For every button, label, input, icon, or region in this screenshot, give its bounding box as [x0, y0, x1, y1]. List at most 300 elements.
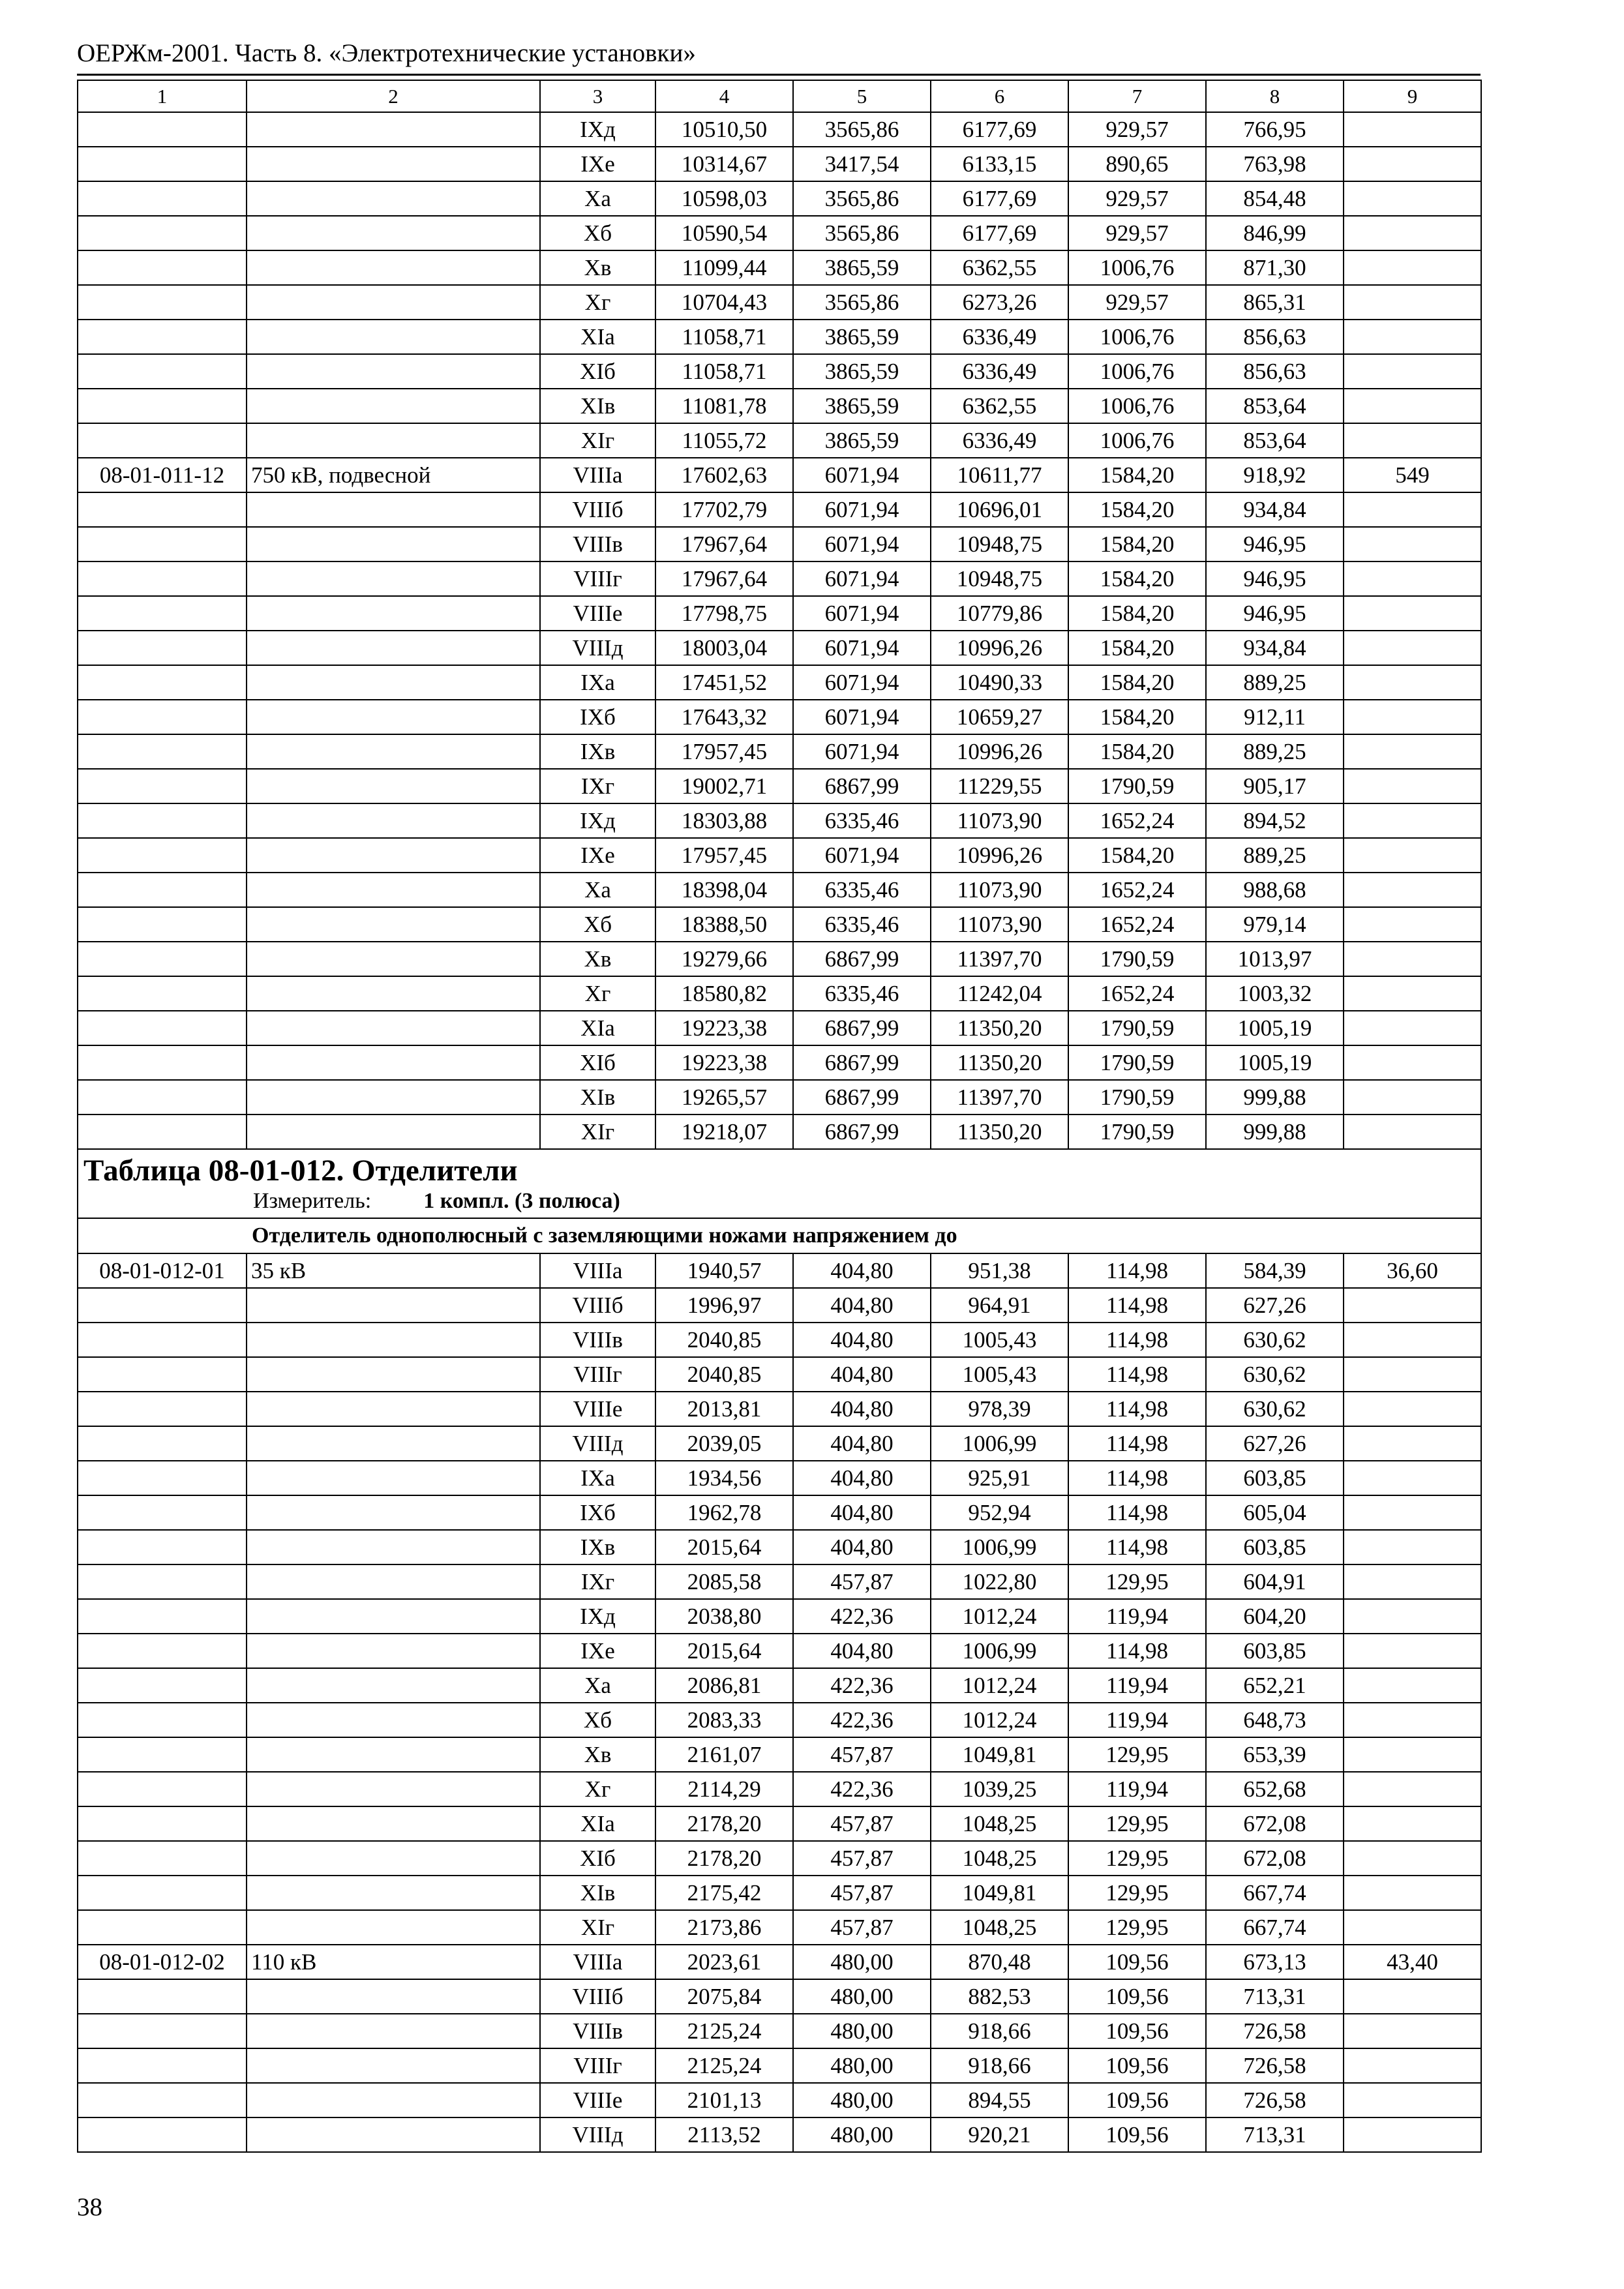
price-cell: 17967,64	[655, 527, 793, 561]
table-row	[78, 1668, 1481, 1703]
price-cell: 1006,76	[1068, 320, 1206, 354]
resource-code-cell	[78, 354, 247, 389]
table-row	[78, 1080, 1481, 1115]
zone-cell: IXд	[540, 803, 655, 838]
price-cell: 11058,71	[655, 320, 793, 354]
price-cell: 3865,59	[793, 320, 931, 354]
resource-code-cell	[78, 907, 247, 942]
price-cell: 999,88	[1206, 1080, 1344, 1115]
price-cell: 109,56	[1068, 2083, 1206, 2117]
mass-cell	[1344, 1045, 1481, 1080]
mass-cell	[1344, 907, 1481, 942]
price-cell: 19218,07	[655, 1115, 793, 1149]
zone-cell: IXе	[540, 147, 655, 181]
price-cell: 2015,64	[655, 1530, 793, 1564]
price-cell: 129,95	[1068, 1737, 1206, 1772]
zone-cell: IXг	[540, 1564, 655, 1599]
price-cell: 1934,56	[655, 1461, 793, 1495]
price-cell: 1584,20	[1068, 734, 1206, 769]
mass-cell	[1344, 1357, 1481, 1392]
price-cell: 6867,99	[793, 1115, 931, 1149]
price-cell: 766,95	[1206, 112, 1344, 147]
price-cell: 889,25	[1206, 665, 1344, 700]
resource-code-cell	[78, 976, 247, 1011]
price-cell: 422,36	[793, 1703, 931, 1737]
table-row	[78, 216, 1481, 250]
price-cell: 1652,24	[1068, 803, 1206, 838]
price-cell: 603,85	[1206, 1634, 1344, 1668]
price-cell: 422,36	[793, 1599, 931, 1634]
price-cell: 2178,20	[655, 1841, 793, 1876]
price-cell: 604,20	[1206, 1599, 1344, 1634]
price-cell: 946,95	[1206, 527, 1344, 561]
price-cell: 6335,46	[793, 976, 931, 1011]
resource-code-cell	[78, 1323, 247, 1357]
price-cell: 6071,94	[793, 492, 931, 527]
table-row	[78, 700, 1481, 734]
price-cell: 19265,57	[655, 1080, 793, 1115]
price-cell: 1584,20	[1068, 492, 1206, 527]
price-cell: 17702,79	[655, 492, 793, 527]
resource-name-cell	[247, 873, 540, 907]
price-cell: 726,58	[1206, 2014, 1344, 2048]
price-cell: 667,74	[1206, 1876, 1344, 1910]
price-cell: 6071,94	[793, 458, 931, 492]
price-cell: 951,38	[931, 1253, 1068, 1288]
table-row	[78, 1910, 1481, 1945]
price-cell: 1790,59	[1068, 769, 1206, 803]
mass-cell	[1344, 803, 1481, 838]
price-cell: 978,39	[931, 1392, 1068, 1426]
mass-cell	[1344, 216, 1481, 250]
resource-name-cell	[247, 561, 540, 596]
column-number: 5	[793, 80, 931, 112]
table-row	[78, 734, 1481, 769]
resource-code-cell	[78, 492, 247, 527]
zone-cell: VIIIе	[540, 596, 655, 631]
resource-name-cell	[247, 492, 540, 527]
table-row	[78, 1530, 1481, 1564]
resource-code-cell	[78, 1530, 247, 1564]
price-cell: 6071,94	[793, 734, 931, 769]
price-cell: 713,31	[1206, 1979, 1344, 2014]
price-cell: 10314,67	[655, 147, 793, 181]
price-cell: 946,95	[1206, 561, 1344, 596]
price-cell: 404,80	[793, 1253, 931, 1288]
price-cell: 404,80	[793, 1288, 931, 1323]
zone-cell: VIIIд	[540, 2117, 655, 2152]
resource-name-cell	[247, 665, 540, 700]
table-row	[78, 976, 1481, 1011]
price-cell: 894,52	[1206, 803, 1344, 838]
table-row	[78, 354, 1481, 389]
price-cell: 1790,59	[1068, 942, 1206, 976]
price-cell: 457,87	[793, 1564, 931, 1599]
price-cell: 11058,71	[655, 354, 793, 389]
price-cell: 905,17	[1206, 769, 1344, 803]
resource-name-cell	[247, 1080, 540, 1115]
price-cell: 3865,59	[793, 423, 931, 458]
price-cell: 6336,49	[931, 354, 1068, 389]
resource-code-cell	[78, 423, 247, 458]
price-cell: 672,08	[1206, 1806, 1344, 1841]
price-cell: 630,62	[1206, 1392, 1344, 1426]
price-cell: 457,87	[793, 1841, 931, 1876]
table-row	[78, 2117, 1481, 2152]
resource-name-cell	[247, 1530, 540, 1564]
price-cell: 129,95	[1068, 1841, 1206, 1876]
price-cell: 3865,59	[793, 250, 931, 285]
price-cell: 1652,24	[1068, 907, 1206, 942]
mass-cell	[1344, 1530, 1481, 1564]
price-cell: 19002,71	[655, 769, 793, 803]
price-cell: 1940,57	[655, 1253, 793, 1288]
resource-name-cell	[247, 423, 540, 458]
resource-code-cell	[78, 2014, 247, 2048]
price-cell: 1022,80	[931, 1564, 1068, 1599]
resource-code-cell	[78, 389, 247, 423]
resource-name-cell	[247, 147, 540, 181]
mass-cell	[1344, 769, 1481, 803]
table-row	[78, 1703, 1481, 1737]
mass-cell	[1344, 527, 1481, 561]
resource-code-cell	[78, 1599, 247, 1634]
resource-name-cell	[247, 631, 540, 665]
mass-cell	[1344, 1115, 1481, 1149]
price-cell: 1584,20	[1068, 665, 1206, 700]
mass-cell	[1344, 1392, 1481, 1426]
price-cell: 964,91	[931, 1288, 1068, 1323]
price-cell: 114,98	[1068, 1634, 1206, 1668]
resource-name-cell	[247, 1668, 540, 1703]
mass-cell	[1344, 147, 1481, 181]
price-cell: 865,31	[1206, 285, 1344, 320]
price-cell: 457,87	[793, 1876, 931, 1910]
resource-code-cell	[78, 1772, 247, 1806]
price-cell: 2083,33	[655, 1703, 793, 1737]
column-number: 7	[1068, 80, 1206, 112]
price-cell: 918,66	[931, 2014, 1068, 2048]
price-cell: 1006,76	[1068, 250, 1206, 285]
zone-cell: XIг	[540, 423, 655, 458]
price-cell: 6362,55	[931, 389, 1068, 423]
mass-cell	[1344, 354, 1481, 389]
table-row	[78, 285, 1481, 320]
zone-cell: XIв	[540, 1080, 655, 1115]
table-row	[78, 1392, 1481, 1426]
price-cell: 1005,19	[1206, 1011, 1344, 1045]
resource-name-cell: 35 кВ	[247, 1253, 540, 1288]
price-cell: 11055,72	[655, 423, 793, 458]
mass-cell	[1344, 1841, 1481, 1876]
price-cell: 18388,50	[655, 907, 793, 942]
price-cell: 1012,24	[931, 1599, 1068, 1634]
price-cell: 114,98	[1068, 1357, 1206, 1392]
mass-cell	[1344, 1461, 1481, 1495]
price-cell: 2075,84	[655, 1979, 793, 2014]
price-cell: 2178,20	[655, 1806, 793, 1841]
resource-code-cell	[78, 734, 247, 769]
zone-cell: IXе	[540, 1634, 655, 1668]
price-cell: 2015,64	[655, 1634, 793, 1668]
price-cell: 1652,24	[1068, 976, 1206, 1011]
price-cell: 853,64	[1206, 423, 1344, 458]
price-cell: 6071,94	[793, 838, 931, 873]
resource-name-cell	[247, 1876, 540, 1910]
price-cell: 6335,46	[793, 907, 931, 942]
table-row	[78, 492, 1481, 527]
price-cell: 6177,69	[931, 112, 1068, 147]
price-cell: 1790,59	[1068, 1080, 1206, 1115]
price-cell: 114,98	[1068, 1461, 1206, 1495]
zone-cell: IXа	[540, 1461, 655, 1495]
price-cell: 912,11	[1206, 700, 1344, 734]
zone-cell: VIIIб	[540, 1979, 655, 2014]
price-cell: 129,95	[1068, 1876, 1206, 1910]
table-row	[78, 250, 1481, 285]
price-cell: 6336,49	[931, 423, 1068, 458]
price-cell: 2113,52	[655, 2117, 793, 2152]
table-row	[78, 907, 1481, 942]
resource-name-cell	[247, 1772, 540, 1806]
column-number: 8	[1206, 80, 1344, 112]
table-row	[78, 2048, 1481, 2083]
zone-cell: VIIIе	[540, 1392, 655, 1426]
resource-name-cell	[247, 1115, 540, 1149]
resource-name-cell	[247, 285, 540, 320]
price-cell: 2161,07	[655, 1737, 793, 1772]
mass-cell	[1344, 1599, 1481, 1634]
price-cell: 925,91	[931, 1461, 1068, 1495]
resource-code-cell	[78, 1564, 247, 1599]
price-cell: 10598,03	[655, 181, 793, 216]
price-cell: 11242,04	[931, 976, 1068, 1011]
column-number-row	[78, 80, 1481, 112]
price-cell: 10659,27	[931, 700, 1068, 734]
resource-name-cell	[247, 1323, 540, 1357]
price-cell: 2023,61	[655, 1945, 793, 1979]
zone-cell: Xб	[540, 907, 655, 942]
table-row	[78, 665, 1481, 700]
table-row	[78, 1357, 1481, 1392]
table-row	[78, 1979, 1481, 2014]
price-cell: 422,36	[793, 1668, 931, 1703]
resource-code-cell	[78, 665, 247, 700]
price-cell: 114,98	[1068, 1253, 1206, 1288]
price-cell: 1996,97	[655, 1288, 793, 1323]
price-cell: 1790,59	[1068, 1115, 1206, 1149]
price-cell: 1006,99	[931, 1426, 1068, 1461]
price-cell: 979,14	[1206, 907, 1344, 942]
price-cell: 6273,26	[931, 285, 1068, 320]
measure-line	[253, 1189, 1475, 1214]
price-cell: 109,56	[1068, 2117, 1206, 2152]
price-cell: 1049,81	[931, 1737, 1068, 1772]
price-cell: 856,63	[1206, 354, 1344, 389]
zone-cell: XIа	[540, 1011, 655, 1045]
price-cell: 2173,86	[655, 1910, 793, 1945]
price-cell: 114,98	[1068, 1426, 1206, 1461]
resource-code-cell	[78, 181, 247, 216]
price-cell: 10704,43	[655, 285, 793, 320]
price-cell: 603,85	[1206, 1461, 1344, 1495]
resource-name-cell	[247, 1806, 540, 1841]
price-cell: 1962,78	[655, 1495, 793, 1530]
price-cell: 114,98	[1068, 1323, 1206, 1357]
resource-code-cell	[78, 769, 247, 803]
price-cell: 1584,20	[1068, 838, 1206, 873]
resource-code-cell	[78, 147, 247, 181]
resource-code-cell	[78, 1392, 247, 1426]
price-cell: 3865,59	[793, 389, 931, 423]
price-cell: 934,84	[1206, 492, 1344, 527]
mass-cell	[1344, 423, 1481, 458]
zone-cell: Xв	[540, 1737, 655, 1772]
resource-name-cell	[247, 1703, 540, 1737]
resource-code-cell	[78, 527, 247, 561]
price-cell: 6071,94	[793, 596, 931, 631]
price-cell: 19223,38	[655, 1045, 793, 1080]
price-cell: 10590,54	[655, 216, 793, 250]
price-cell: 6867,99	[793, 1011, 931, 1045]
price-cell: 652,21	[1206, 1668, 1344, 1703]
table-row	[78, 873, 1481, 907]
price-cell: 11081,78	[655, 389, 793, 423]
page-number: 38	[77, 2193, 102, 2221]
resource-code-cell	[78, 1703, 247, 1737]
zone-cell: IXб	[540, 1495, 655, 1530]
resource-code-cell	[78, 1668, 247, 1703]
price-cell: 653,39	[1206, 1737, 1344, 1772]
zone-cell: Xг	[540, 976, 655, 1011]
column-number: 9	[1344, 80, 1481, 112]
resource-code-cell	[78, 1288, 247, 1323]
table-row	[78, 1564, 1481, 1599]
table-row	[78, 1806, 1481, 1841]
table-row	[78, 596, 1481, 631]
zone-cell: VIIIа	[540, 458, 655, 492]
table-row	[78, 1737, 1481, 1772]
price-cell: 890,65	[1068, 147, 1206, 181]
table-row	[78, 769, 1481, 803]
zone-cell: VIIIб	[540, 492, 655, 527]
price-cell: 1048,25	[931, 1841, 1068, 1876]
price-cell: 627,26	[1206, 1288, 1344, 1323]
resource-code-cell	[78, 631, 247, 665]
column-number: 6	[931, 80, 1068, 112]
price-cell: 763,98	[1206, 147, 1344, 181]
price-cell: 109,56	[1068, 2048, 1206, 2083]
table-title-row	[78, 1149, 1481, 1218]
zone-cell: VIIIа	[540, 1253, 655, 1288]
zone-cell: Xг	[540, 1772, 655, 1806]
price-cell: 630,62	[1206, 1323, 1344, 1357]
price-cell: 3417,54	[793, 147, 931, 181]
price-cell: 17957,45	[655, 734, 793, 769]
resource-code-cell	[78, 2117, 247, 2152]
price-cell: 1005,19	[1206, 1045, 1344, 1080]
section-subtitle-row	[78, 1218, 1481, 1253]
price-cell: 1012,24	[931, 1703, 1068, 1737]
price-cell: 846,99	[1206, 216, 1344, 250]
price-cell: 584,39	[1206, 1253, 1344, 1288]
measure-value: 1 компл. (3 полюса)	[423, 1189, 620, 1213]
price-cell: 627,26	[1206, 1426, 1344, 1461]
price-cell: 6867,99	[793, 1080, 931, 1115]
price-cell: 11073,90	[931, 803, 1068, 838]
price-cell: 929,57	[1068, 181, 1206, 216]
mass-cell	[1344, 838, 1481, 873]
zone-cell: XIа	[540, 320, 655, 354]
resource-name-cell: 750 кВ, подвесной	[247, 458, 540, 492]
table-row	[78, 423, 1481, 458]
resource-code-cell	[78, 1357, 247, 1392]
price-cell: 119,94	[1068, 1772, 1206, 1806]
table-row	[78, 1772, 1481, 1806]
price-cell: 18398,04	[655, 873, 793, 907]
mass-cell	[1344, 1495, 1481, 1530]
mass-cell	[1344, 492, 1481, 527]
resource-code-cell	[78, 1011, 247, 1045]
price-cell: 999,88	[1206, 1115, 1344, 1149]
mass-cell	[1344, 1668, 1481, 1703]
mass-cell	[1344, 734, 1481, 769]
column-number: 4	[655, 80, 793, 112]
price-cell: 2086,81	[655, 1668, 793, 1703]
price-cell: 404,80	[793, 1495, 931, 1530]
price-cell: 652,68	[1206, 1772, 1344, 1806]
mass-cell	[1344, 320, 1481, 354]
resource-code-cell	[78, 1495, 247, 1530]
price-cell: 3565,86	[793, 285, 931, 320]
price-cell: 2125,24	[655, 2048, 793, 2083]
price-cell: 1652,24	[1068, 873, 1206, 907]
resource-code-cell	[78, 216, 247, 250]
price-cell: 6177,69	[931, 181, 1068, 216]
zone-cell: IXв	[540, 1530, 655, 1564]
price-cell: 894,55	[931, 2083, 1068, 2117]
resource-name-cell	[247, 250, 540, 285]
zone-cell: XIб	[540, 1045, 655, 1080]
mass-cell: 43,40	[1344, 1945, 1481, 1979]
resource-name-cell	[247, 2083, 540, 2117]
price-cell: 1006,99	[931, 1634, 1068, 1668]
price-cell: 603,85	[1206, 1530, 1344, 1564]
price-cell: 480,00	[793, 2117, 931, 2152]
resource-name-cell	[247, 1461, 540, 1495]
table-row	[78, 389, 1481, 423]
resource-name-cell	[247, 1634, 540, 1668]
resource-name-cell	[247, 1495, 540, 1530]
price-cell: 1048,25	[931, 1910, 1068, 1945]
resource-code-cell	[78, 700, 247, 734]
price-cell: 10779,86	[931, 596, 1068, 631]
table-row	[78, 1011, 1481, 1045]
price-cell: 1039,25	[931, 1772, 1068, 1806]
price-cell: 918,92	[1206, 458, 1344, 492]
mass-cell: 36,60	[1344, 1253, 1481, 1288]
price-cell: 17643,32	[655, 700, 793, 734]
zone-cell: IXд	[540, 1599, 655, 1634]
table-row	[78, 1599, 1481, 1634]
price-cell: 18580,82	[655, 976, 793, 1011]
price-cell: 1584,20	[1068, 631, 1206, 665]
resource-name-cell	[247, 1564, 540, 1599]
mass-cell	[1344, 1426, 1481, 1461]
resource-name-cell	[247, 734, 540, 769]
price-cell: 672,08	[1206, 1841, 1344, 1876]
price-cell: 889,25	[1206, 838, 1344, 873]
